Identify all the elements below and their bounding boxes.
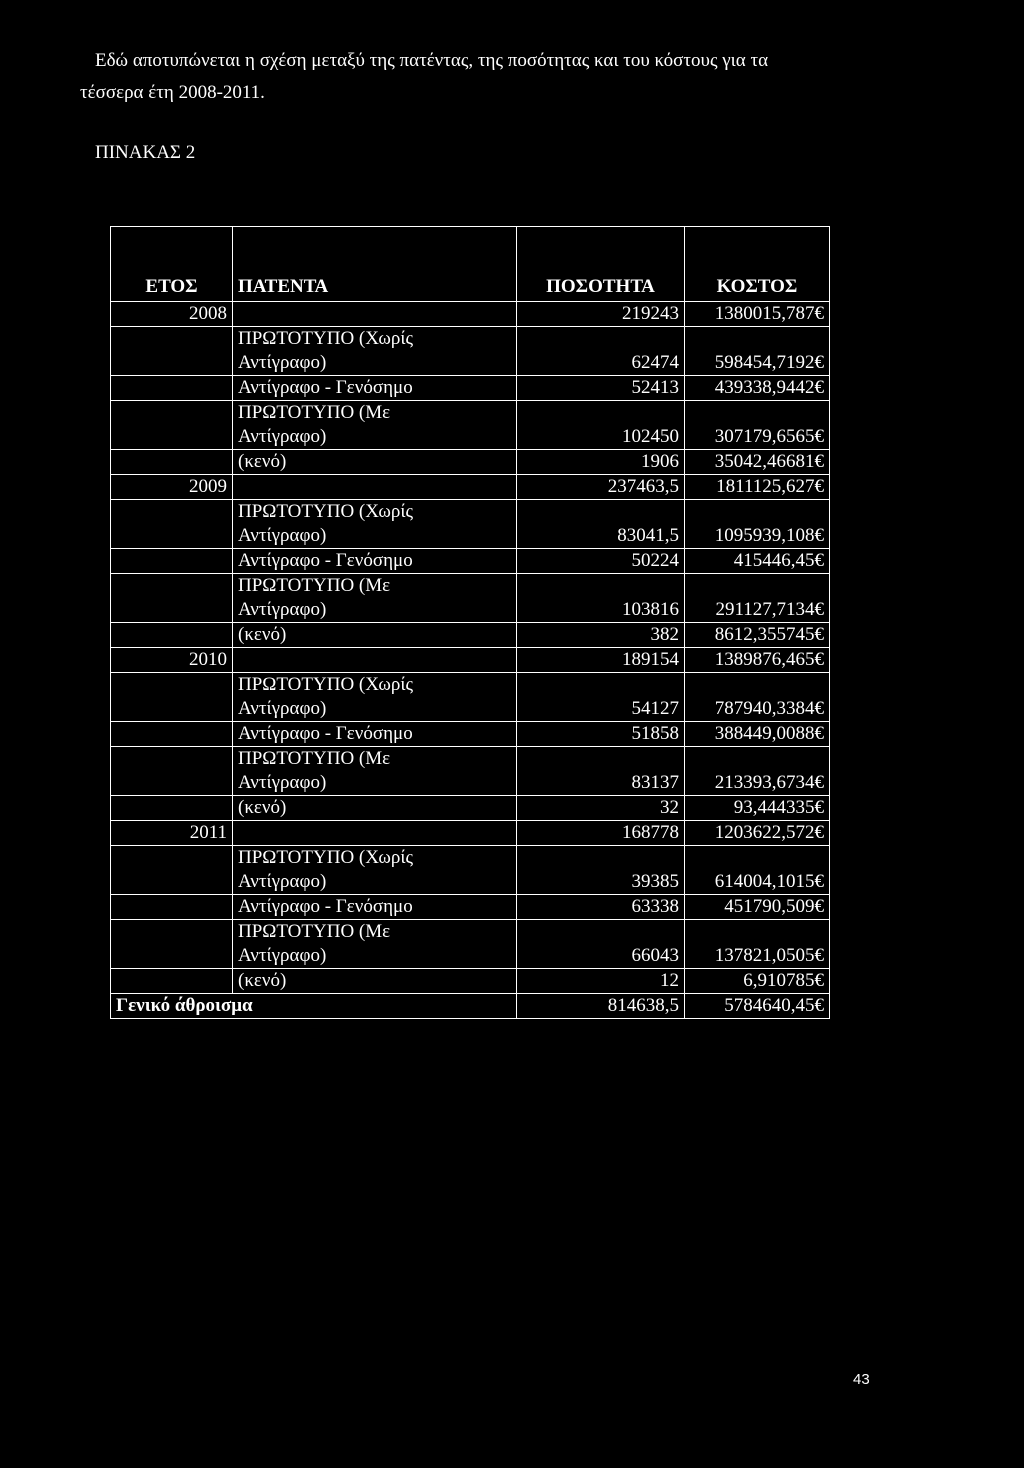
cell-cost: 1380015,787€ bbox=[685, 302, 830, 327]
table-row bbox=[111, 549, 830, 574]
cell-patent: Αντίγραφο - Γενόσημο bbox=[233, 376, 517, 401]
table-row bbox=[111, 846, 830, 895]
cell-quantity: 382 bbox=[517, 623, 685, 648]
cell-cost: 93,444335€ bbox=[685, 796, 830, 821]
table-row bbox=[111, 302, 830, 327]
cell-year bbox=[111, 969, 233, 994]
cell-cost: 787940,3384€ bbox=[685, 673, 830, 722]
cell-cost: 1811125,627€ bbox=[685, 475, 830, 500]
cell-quantity: 1906 bbox=[517, 450, 685, 475]
total-label: Γενικό άθροισμα bbox=[111, 994, 517, 1019]
page-number: 43 bbox=[853, 1371, 870, 1388]
cell-patent bbox=[233, 648, 517, 673]
cell-quantity: 51858 bbox=[517, 722, 685, 747]
cell-quantity: 168778 bbox=[517, 821, 685, 846]
header-year: ΕΤΟΣ bbox=[111, 227, 233, 302]
table-row bbox=[111, 648, 830, 673]
table-row bbox=[111, 401, 830, 450]
cell-cost: 8612,355745€ bbox=[685, 623, 830, 648]
cell-patent: ΠΡΩΤΟΤΥΠΟ (Με Αντίγραφο) bbox=[233, 747, 517, 796]
cell-year bbox=[111, 673, 233, 722]
table-body bbox=[111, 302, 830, 994]
cell-year: 2011 bbox=[111, 821, 233, 846]
cell-patent: ΠΡΩΤΟΤΥΠΟ (Χωρίς Αντίγραφο) bbox=[233, 327, 517, 376]
table-row bbox=[111, 895, 830, 920]
cell-year bbox=[111, 500, 233, 549]
cell-year bbox=[111, 846, 233, 895]
cell-quantity: 63338 bbox=[517, 895, 685, 920]
cell-quantity: 12 bbox=[517, 969, 685, 994]
table-row bbox=[111, 450, 830, 475]
patent-cost-table bbox=[110, 226, 830, 1019]
cell-year bbox=[111, 376, 233, 401]
cell-year bbox=[111, 895, 233, 920]
cell-patent: Αντίγραφο - Γενόσημο bbox=[233, 549, 517, 574]
cell-quantity: 83041,5 bbox=[517, 500, 685, 549]
table-header-row bbox=[111, 227, 830, 302]
total-row bbox=[111, 994, 830, 1019]
header-cost: ΚΟΣΤΟΣ bbox=[685, 227, 830, 302]
cell-year bbox=[111, 920, 233, 969]
cell-cost: 6,910785€ bbox=[685, 969, 830, 994]
cell-patent: Αντίγραφο - Γενόσημο bbox=[233, 722, 517, 747]
cell-quantity: 66043 bbox=[517, 920, 685, 969]
table-row bbox=[111, 920, 830, 969]
cell-cost: 213393,6734€ bbox=[685, 747, 830, 796]
cell-year: 2008 bbox=[111, 302, 233, 327]
table-row bbox=[111, 796, 830, 821]
total-cost: 5784640,45€ bbox=[685, 994, 830, 1019]
cell-year bbox=[111, 722, 233, 747]
cell-cost: 35042,46681€ bbox=[685, 450, 830, 475]
header-quantity: ΠΟΣΟΤΗΤΑ bbox=[517, 227, 685, 302]
cell-patent: (κενό) bbox=[233, 796, 517, 821]
cell-year bbox=[111, 327, 233, 376]
cell-patent: (κενό) bbox=[233, 969, 517, 994]
cell-patent: (κενό) bbox=[233, 450, 517, 475]
cell-year bbox=[111, 450, 233, 475]
cell-quantity: 237463,5 bbox=[517, 475, 685, 500]
header-patent: ΠΑΤΕΝΤΑ bbox=[233, 227, 517, 302]
cell-quantity: 103816 bbox=[517, 574, 685, 623]
cell-patent: (κενό) bbox=[233, 623, 517, 648]
cell-cost: 307179,6565€ bbox=[685, 401, 830, 450]
cell-patent bbox=[233, 475, 517, 500]
table-row bbox=[111, 623, 830, 648]
cell-patent bbox=[233, 302, 517, 327]
cell-year bbox=[111, 574, 233, 623]
table-row bbox=[111, 475, 830, 500]
cell-quantity: 102450 bbox=[517, 401, 685, 450]
cell-year bbox=[111, 747, 233, 796]
cell-year: 2010 bbox=[111, 648, 233, 673]
table-row bbox=[111, 821, 830, 846]
table-row bbox=[111, 376, 830, 401]
cell-cost: 291127,7134€ bbox=[685, 574, 830, 623]
table-row bbox=[111, 574, 830, 623]
table-row bbox=[111, 327, 830, 376]
cell-patent: ΠΡΩΤΟΤΥΠΟ (Με Αντίγραφο) bbox=[233, 401, 517, 450]
cell-quantity: 39385 bbox=[517, 846, 685, 895]
cell-quantity: 50224 bbox=[517, 549, 685, 574]
table-row bbox=[111, 500, 830, 549]
cell-quantity: 52413 bbox=[517, 376, 685, 401]
table-caption: ΠΙΝΑΚΑΣ 2 bbox=[95, 142, 196, 163]
cell-cost: 137821,0505€ bbox=[685, 920, 830, 969]
intro-line-2: τέσσερα έτη 2008-2011. bbox=[80, 82, 265, 103]
cell-cost: 439338,9442€ bbox=[685, 376, 830, 401]
cell-quantity: 219243 bbox=[517, 302, 685, 327]
table-row bbox=[111, 722, 830, 747]
cell-patent: Αντίγραφο - Γενόσημο bbox=[233, 895, 517, 920]
total-quantity: 814638,5 bbox=[517, 994, 685, 1019]
cell-patent: ΠΡΩΤΟΤΥΠΟ (Χωρίς Αντίγραφο) bbox=[233, 500, 517, 549]
cell-patent: ΠΡΩΤΟΤΥΠΟ (Χωρίς Αντίγραφο) bbox=[233, 673, 517, 722]
cell-year bbox=[111, 623, 233, 648]
cell-quantity: 32 bbox=[517, 796, 685, 821]
table-row bbox=[111, 969, 830, 994]
cell-quantity: 62474 bbox=[517, 327, 685, 376]
cell-cost: 388449,0088€ bbox=[685, 722, 830, 747]
cell-patent: ΠΡΩΤΟΤΥΠΟ (Χωρίς Αντίγραφο) bbox=[233, 846, 517, 895]
cell-patent: ΠΡΩΤΟΤΥΠΟ (Με Αντίγραφο) bbox=[233, 574, 517, 623]
table-row bbox=[111, 673, 830, 722]
cell-cost: 1389876,465€ bbox=[685, 648, 830, 673]
cell-year: 2009 bbox=[111, 475, 233, 500]
cell-cost: 1095939,108€ bbox=[685, 500, 830, 549]
cell-year bbox=[111, 796, 233, 821]
cell-cost: 451790,509€ bbox=[685, 895, 830, 920]
cell-patent: ΠΡΩΤΟΤΥΠΟ (Με Αντίγραφο) bbox=[233, 920, 517, 969]
cell-cost: 614004,1015€ bbox=[685, 846, 830, 895]
cell-quantity: 83137 bbox=[517, 747, 685, 796]
cell-year bbox=[111, 401, 233, 450]
cell-quantity: 189154 bbox=[517, 648, 685, 673]
cell-quantity: 54127 bbox=[517, 673, 685, 722]
cell-cost: 1203622,572€ bbox=[685, 821, 830, 846]
cell-cost: 415446,45€ bbox=[685, 549, 830, 574]
intro-line-1: Εδώ αποτυπώνεται η σχέση μεταξύ της πατέντας, της ποσότητας και του κόστους για τα bbox=[95, 50, 769, 71]
table-row bbox=[111, 747, 830, 796]
cell-cost: 598454,7192€ bbox=[685, 327, 830, 376]
cell-patent bbox=[233, 821, 517, 846]
cell-year bbox=[111, 549, 233, 574]
